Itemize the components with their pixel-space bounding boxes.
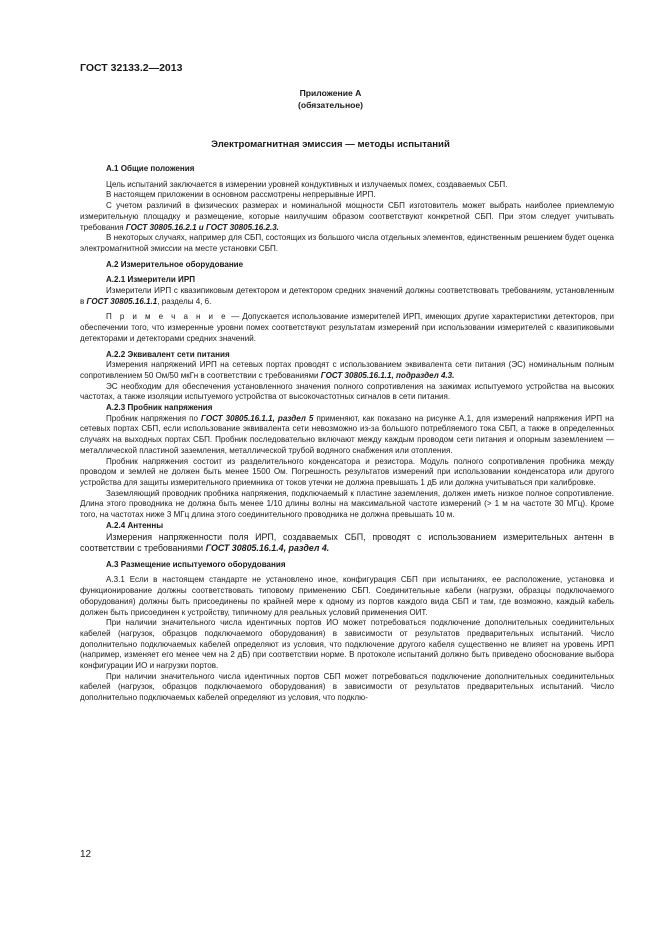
paragraph: ЭС необходим для обеспечения установленного значения полного сопротивления на зажимах испытуемого устройства на высоких частотах, а также изоляции испытуемого устройства от высокочастотных сигналов в сети питания.	[80, 381, 614, 402]
paragraph	[80, 360, 614, 381]
section-heading-a1: А.1 Общие положения	[106, 164, 195, 173]
note-label: П р и м е ч а н и е	[106, 312, 229, 322]
paragraph-text: Измерения напряжений ИРП на сетевых портах проводят с использованием эквивалента сети питания (ЭС) номинальным полным сопротивлением 50 Ом/50 мкГн в соответствии с требованиями	[80, 360, 614, 380]
paragraph: При наличии значительного числа идентичных портов ИО может потребоваться подключение дополнительных соединительных кабелей (нагрузок, образцов подключаемого оборудования) в зависимости от результатов предварительных испытаний. Число дополнительно подключаемых кабелей определяют из условия, что подключение другого кабеля существенно не влияет на уровень ИРП (например, изменяет его менее чем на 2 дБ) при соответствии норме. В протоколе испытаний должно быть приведено обоснование выбора конфигурации ИО и нагрузки портов.	[80, 618, 614, 671]
paragraph: В некоторых случаях, например для СБП, состоящих из большого числа отдельных элементов, единственным решением будет оценка электромагнитной эмиссии на месте установки СБП.	[80, 233, 614, 253]
standard-reference: ГОСТ 30805.16.1.1	[86, 296, 158, 306]
paragraph-text: Измерители ИРП с квазипиковым детектором и детектором средних значений должны соответствовать требованиям, установленным в	[80, 286, 614, 306]
page-number: 12	[80, 849, 92, 860]
note	[80, 312, 614, 344]
paragraph: В настоящем приложении в основном рассмотрены непрерывные ИРП.	[106, 190, 376, 200]
paragraph: А.3.1 Если в настоящем стандарте не установлено иное, конфигурация СБП при испытаниях, ее расположение, установка и функционирование должны соответствовать типовому применению СБП. Соединительные кабели (нагрузки, образцы подключаемого оборудования) должны быть присоединены по крайней мере к одному из портов каждого вида СБП и там, где возможно, каждый кабель должен быть присоединен к устройству, типичному для реальных условий применения ОИТ.	[80, 575, 614, 617]
paragraph-text: С учетом различий в физических размерах и номинальной мощности СБП изготовитель может выбрать наиболее приемлемую измерительную площадку и размещение, которые наилучшим образом соответствуют конкретной СБП. При этом следует учитывать требования	[80, 201, 614, 232]
subsection-heading-a21: А.2.1 Измерители ИРП	[106, 275, 195, 285]
paragraph: Заземляющий проводник пробника напряжения, подключаемый к пластине заземления, должен иметь низкое полное сопротивление. Длина этого проводника не должна быть менее 1/10 длины волны на максимальной частоте измерений (> 1 м на частоте 30 МГц). Кроме того, на частотах ниже 3 МГц длина этого соединительного проводника не должна превышать 10 м.	[80, 488, 614, 520]
paragraph: Пробник напряжения состоит из разделительного конденсатора и резистора. Модуль полного сопротивления пробника между проводом и землей не должен быть менее 1500 Ом. Погрешность результатов измерений при использовании конденсатора или другого устройства для защиты измерительного приемника от токов утечки не должна превышать 1 дБ или должна учитываться при калибровке.	[80, 456, 614, 487]
appendix-title: Приложение А	[299, 88, 362, 98]
main-title: Электромагнитная эмиссия — методы испытаний	[211, 139, 450, 150]
subsection-heading-a22: А.2.2 Эквивалент сети питания	[106, 349, 230, 359]
subsection-heading-a23: А.2.3 Пробник напряжения	[106, 403, 213, 413]
paragraph-text: , разделы 4, 6.	[157, 296, 212, 306]
standard-reference: ГОСТ 30805.16.1.1, подраздел 4.3.	[320, 370, 455, 380]
subsection-heading-a24: А.2.4 Антенны	[106, 520, 164, 530]
paragraph-text: Измерения напряженности поля ИРП, создаваемых СБП, проводят с использованием измерительных антенн в соответствии с требованиями	[80, 531, 614, 554]
paragraph: При наличии значительного числа идентичных портов СБП может потребоваться подключение дополнительных соединительных кабелей (нагрузок, образцов подключаемого оборудования) в зависимости от результатов предварительных испытаний. Число дополнительно подключаемых кабелей определяют из условия, что подклю-	[80, 671, 614, 703]
paragraph	[80, 532, 614, 555]
standard-header: ГОСТ 32133.2—2013	[80, 62, 183, 74]
paragraph-text: применяют, как показано на рисунке А.1, для измерений напряжения ИРП на сетевых портах СБП, если использование эквивалента сети невозможно из-за большого потребляемого тока СБП, а также в определенных случаях на выходных портах СБП. Пробник последовательно включают между каждым проводом сети питания и опорным заземлением — металлической пластиной заземления, металлической трубой водяного снабжения или отопления.	[80, 413, 615, 455]
section-heading-a3: А.3 Размещение испытуемого оборудования	[106, 559, 286, 569]
paragraph	[80, 201, 614, 233]
standard-reference: ГОСТ 30805.16.1.4, раздел 4.	[205, 543, 330, 554]
appendix-status: (обязательное)	[297, 100, 364, 110]
document-body	[80, 164, 615, 704]
standard-reference: ГОСТ 30805.16.1.1, раздел 5	[201, 413, 314, 423]
paragraph	[80, 286, 614, 307]
paragraph: Цель испытаний заключается в измерении уровней кондуктивных и излучаемых помех, создаваемых СБП.	[106, 179, 508, 189]
section-heading-a2: А.2 Измерительное оборудование	[106, 259, 244, 269]
standard-reference: ГОСТ 30805.16.2.1 и ГОСТ 30805.16.2.3.	[125, 222, 279, 232]
paragraph	[80, 414, 614, 457]
note-text: — Допускается использование измерителей ИРП, имеющих другие характеристики детекторов, при обеспечении того, что измеренные уровни помех соответствуют результатам измерений при использовании измерителей с квазипиковыми детекторами и детекторами средних значений.	[80, 312, 614, 343]
paragraph-text: Пробник напряжения по	[106, 413, 202, 423]
